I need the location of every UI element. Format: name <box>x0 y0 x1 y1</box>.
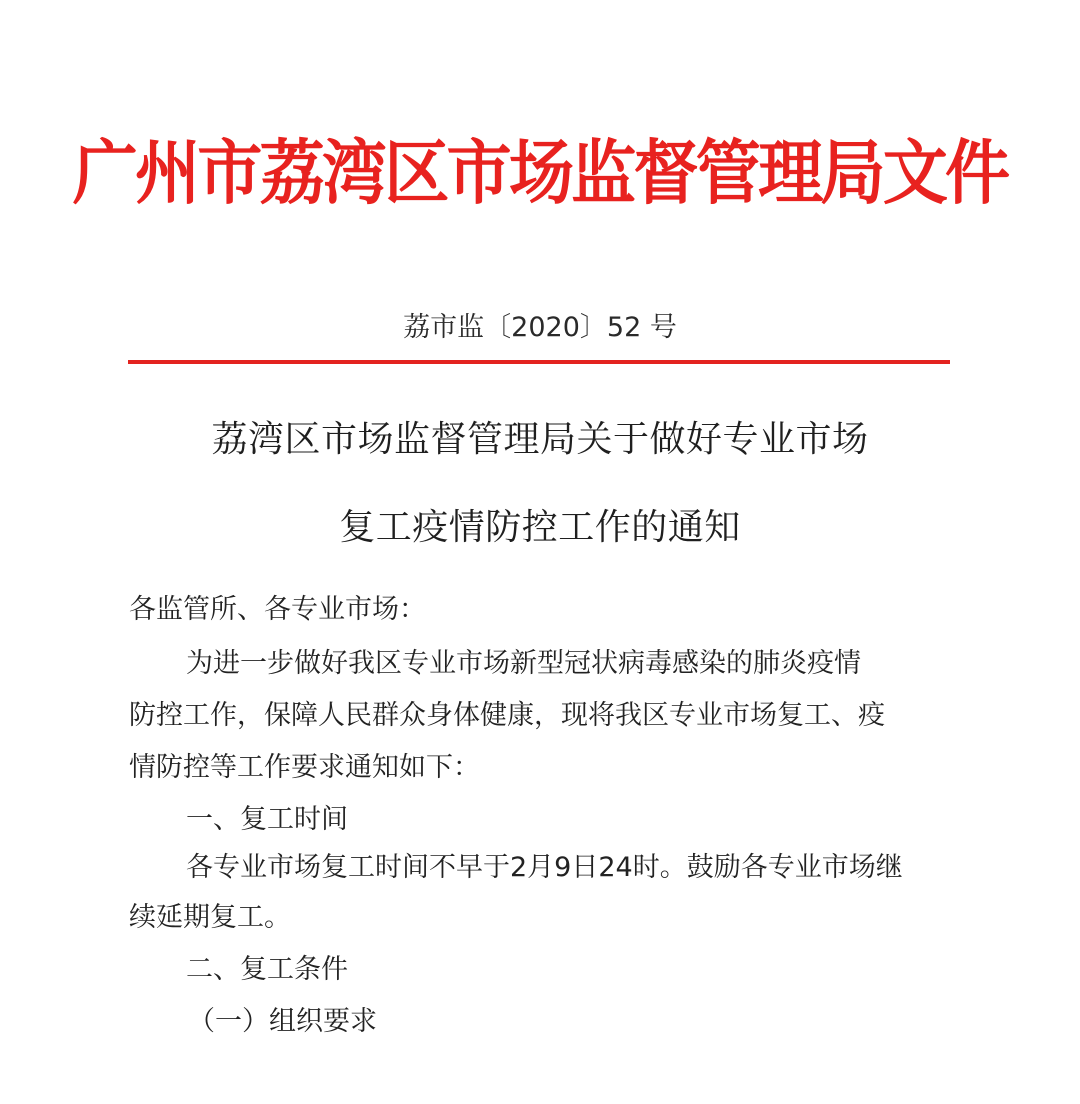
salutation: 各监管所、各专业市场： <box>129 594 426 625</box>
document-number: 荔市监〔2020〕52 号 <box>403 312 677 343</box>
masthead-title: 广州市荔湾区市场监督管理局文件 <box>72 132 1008 214</box>
notice-title-line-1: 荔湾区市场监督管理局关于做好专业市场 <box>211 419 869 460</box>
subsection-heading: （一）组织要求 <box>188 1006 377 1037</box>
section-heading: 二、复工条件 <box>186 954 348 985</box>
body-line: 情防控等工作要求通知如下： <box>129 752 480 783</box>
section-heading: 一、复工时间 <box>186 804 348 835</box>
body-line: 续延期复工。 <box>129 902 291 933</box>
body-line: 各专业市场复工时间不早于2月9日24时。鼓励各专业市场继 <box>186 852 903 883</box>
body-line: 为进一步做好我区专业市场新型冠状病毒感染的肺炎疫情 <box>186 648 861 679</box>
body-line: 防控工作，保障人民群众身体健康，现将我区专业市场复工、疫 <box>129 700 885 731</box>
red-divider <box>128 360 950 364</box>
notice-title-line-2: 复工疫情防控工作的通知 <box>339 507 741 548</box>
